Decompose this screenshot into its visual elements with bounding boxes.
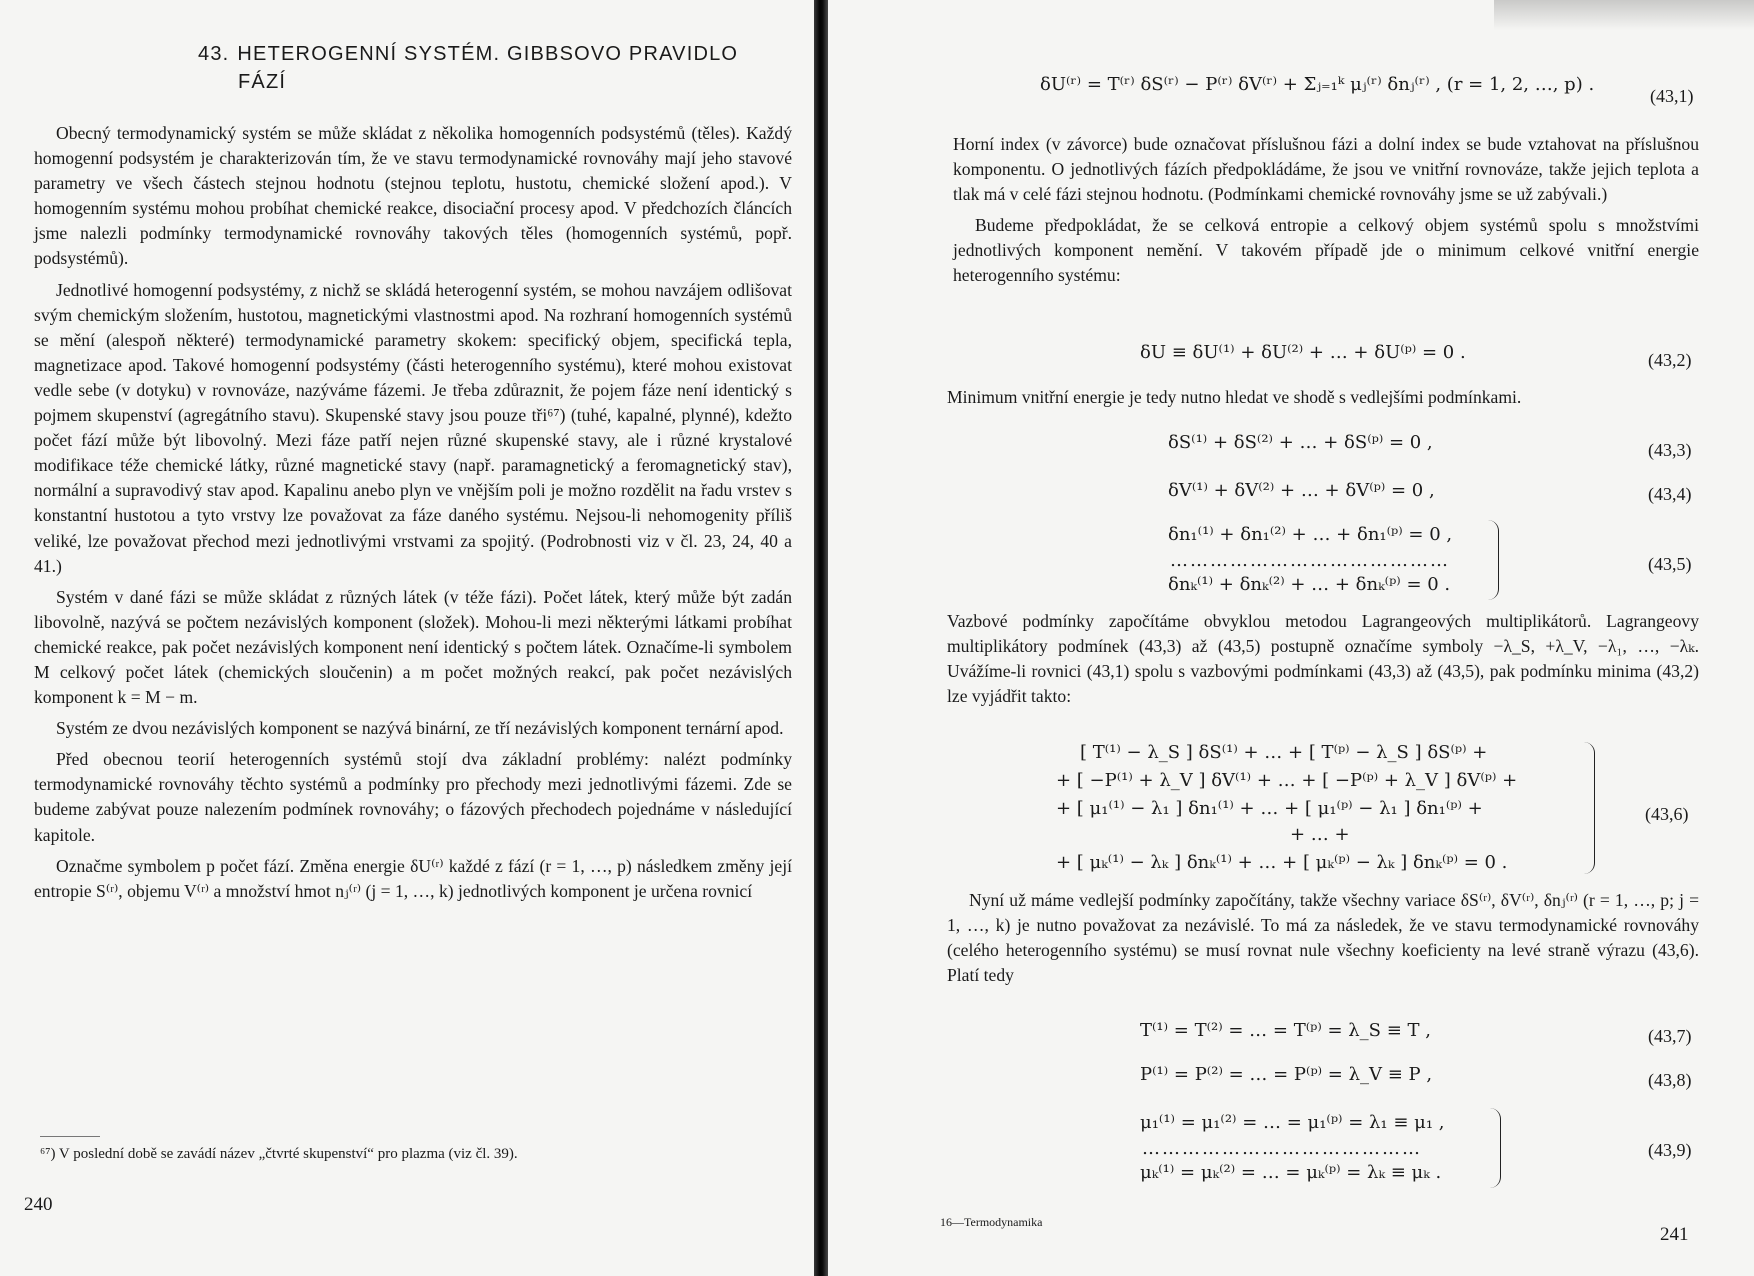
equation-43-6-line-2: + [ −P⁽¹⁾ + λ_V ] δV⁽¹⁾ + … + [ −P⁽ᵖ⁾ + λ_V ] δV⁽ᵖ⁾ + [1056, 770, 1518, 791]
paragraph-3: Systém v dané fázi se může skládat z různých látek (v téže fázi). Počet látek, který může být zadán libovolně, nazývá se počtem nezávislých komponent (složek). Mohou-li mezi některými látkami probíhat chemické reakce, pak počet nezávislých komponent není identický s počtem látek. Označíme-li symbolem M celkový počet látek (chemických sloučenin) a m počet možných reakcí, pak počet nezávislých komponent k = M − m. [34, 586, 792, 708]
equation-number-43-4: (43,4) [1648, 484, 1692, 504]
equation-number-43-5: (43,5) [1648, 554, 1692, 574]
equation-43-6-line-5: + [ μₖ⁽¹⁾ − λₖ ] δnₖ⁽¹⁾ + … + [ μₖ⁽ᵖ⁾ − λₖ ] δnₖ⁽ᵖ⁾ = 0 . [1056, 852, 1508, 873]
right-paragraph-4: Vazbové podmínky započítáme obvyklou metodou Lagrangeových multiplikátorů. Lagrangeovy multiplikátory podmínek (43,3) až (43,5) postupně označíme symboly −λ_S, +λ_V, −λ₁, …, −λₖ. Uvážíme-li rovnici (43,1) spolu s vazbovými podmínkami (43,3) až (43,5), pak podmínku minima (43,2) lze vyjádřit takto: [947, 611, 1699, 707]
equation-43-6-line-4: + … + [1290, 824, 1350, 845]
right-body-text-1 [953, 132, 1699, 295]
brace-43-6 [1584, 742, 1595, 874]
paragraph-5: Před obecnou teorií heterogenních systémů stojí dva základní problémy: nalézt podmínky termodynamické rovnováhy těchto systémů a podmínky pro přechody mezi jednotlivými fázemi. Zde se budeme zabývat pouze nalezením podmínek rovnováhy; o fázových přechodech pojednáme v následující kapitole. [34, 749, 792, 845]
brace-43-5 [1488, 520, 1499, 600]
equation-number-43-2: (43,2) [1648, 350, 1692, 370]
corner-shadow [1494, 0, 1754, 30]
equation-43-7: T⁽¹⁾ = T⁽²⁾ = … = T⁽ᵖ⁾ = λ_S ≡ T , [1140, 1020, 1431, 1041]
equation-43-5-last: δnₖ⁽¹⁾ + δnₖ⁽²⁾ + … + δnₖ⁽ᵖ⁾ = 0 . [1168, 574, 1451, 595]
equation-number-43-3: (43,3) [1648, 440, 1692, 460]
page-number-left: 240 [24, 1194, 53, 1215]
equation-43-9-first: μ₁⁽¹⁾ = μ₁⁽²⁾ = … = μ₁⁽ᵖ⁾ = λ₁ ≡ μ₁ , [1140, 1112, 1445, 1133]
section-heading [198, 40, 798, 96]
heading-line-1: HETEROGENNÍ SYSTÉM. GIBBSOVO PRAVIDLO [237, 43, 739, 65]
page-number-right: 241 [1660, 1224, 1689, 1245]
equation-43-8: P⁽¹⁾ = P⁽²⁾ = … = P⁽ᵖ⁾ = λ_V ≡ P , [1140, 1064, 1433, 1085]
footnote-rule [40, 1136, 100, 1137]
equation-43-2: δU ≡ δU⁽¹⁾ + δU⁽²⁾ + … + δU⁽ᵖ⁾ = 0 . [1140, 342, 1466, 363]
signature-mark: 16—Termodynamika [940, 1215, 1043, 1229]
right-body-text-2 [947, 385, 1699, 416]
equation-number-43-6: (43,6) [1645, 804, 1689, 824]
equation-43-6-line-3: + [ μ₁⁽¹⁾ − λ₁ ] δn₁⁽¹⁾ + … + [ μ₁⁽ᵖ⁾ − λ₁ ] δn₁⁽ᵖ⁾ + [1056, 798, 1483, 819]
right-body-text-3 [947, 609, 1699, 715]
paragraph-4: Systém ze dvou nezávislých komponent se nazývá binární, ze tří nezávislých komponent ternární apod. [56, 718, 784, 739]
footnote: ⁶⁷) V poslední době se zavádí název „čtvrté skupenství“ pro plazma (viz čl. 39). [40, 1146, 518, 1162]
heading-line-2: FÁZÍ [238, 71, 287, 93]
equation-43-9-dots: …………………………………… [1142, 1138, 1422, 1159]
right-paragraph-2: Budeme předpokládat, že se celková entropie a celkový objem systémů spolu s množstvími jednotlivých komponent nemění. V takovém případě jde o minimum celkové vnitřní energie heterogenního systému: [953, 215, 1699, 286]
equation-43-5-dots: …………………………………… [1170, 550, 1450, 571]
equation-43-6-line-1: [ T⁽¹⁾ − λ_S ] δS⁽¹⁾ + … + [ T⁽ᵖ⁾ − λ_S ] δS⁽ᵖ⁾ + [1080, 742, 1488, 763]
book-gutter [814, 0, 828, 1276]
equation-43-5-first: δn₁⁽¹⁾ + δn₁⁽²⁾ + … + δn₁⁽ᵖ⁾ = 0 , [1168, 524, 1453, 545]
right-paragraph-3: Minimum vnitřní energie je tedy nutno hledat ve shodě s vedlejšími podmínkami. [947, 387, 1522, 407]
right-paragraph-1: Horní index (v závorce) bude označovat příslušnou fázi a dolní index se bude vztahovat na příslušnou komponentu. O jednotlivých fázích předpokládáme, že jsou ve vnitřní rovnováze, takže jejich teplota a tlak má v celé fázi stejnou hodnotu. (Podmínkami chemické rovnováhy jsme se už zabývali.) [953, 134, 1699, 205]
left-body-text [34, 121, 792, 910]
right-paragraph-5: Nyní už máme vedlejší podmínky započítány, takže všechny variace δS⁽ʳ⁾, δV⁽ʳ⁾, δnⱼ⁽ʳ⁾ (r = 1, …, p; j = 1, …, k) je nutno považovat za nezávislé. To má za následek, že ve stavu termodynamické rovnováhy (celého heterogenního systému) se musí rovnat nule všechny koeficienty na levé straně výrazu (43,6). Platí tedy [947, 890, 1699, 986]
equation-43-9-last: μₖ⁽¹⁾ = μₖ⁽²⁾ = … = μₖ⁽ᵖ⁾ = λₖ ≡ μₖ . [1140, 1162, 1442, 1183]
equation-number-43-8: (43,8) [1648, 1070, 1692, 1090]
equation-43-3: δS⁽¹⁾ + δS⁽²⁾ + … + δS⁽ᵖ⁾ = 0 , [1168, 432, 1433, 453]
equation-43-4: δV⁽¹⁾ + δV⁽²⁾ + … + δV⁽ᵖ⁾ = 0 , [1168, 480, 1435, 501]
equation-number-43-7: (43,7) [1648, 1026, 1692, 1046]
paragraph-1: Obecný termodynamický systém se může skládat z několika homogenních podsystémů (těles). Každý homogenní podsystém je charakterizován tím, že ve stavu termodynamické rovnováhy mají jeho stavové parametry ve všech částech stejnou hodnotu (stejnou teplotu, hustotu, chemické složení apod.). V homogenním systému mohou probíhat chemické reakce, disociační procesy apod. V předchozích článcích jsme nalezli podmínky termodynamické rovnováhy takových těles (homogenních systémů, popř. podsystémů). [34, 123, 792, 269]
equation-number-43-1: (43,1) [1650, 86, 1694, 106]
section-number: 43. [198, 43, 230, 65]
equation-number-43-9: (43,9) [1648, 1140, 1692, 1160]
brace-43-9 [1490, 1108, 1501, 1188]
paragraph-6: Označme symbolem p počet fází. Změna energie δU⁽ʳ⁾ každé z fází (r = 1, …, p) následkem změny její entropie S⁽ʳ⁾, objemu V⁽ʳ⁾ a množství hmot nⱼ⁽ʳ⁾ (j = 1, …, k) jednotlivých komponent je určena rovnicí [34, 855, 792, 901]
left-page [0, 0, 818, 1276]
paragraph-2: Jednotlivé homogenní podsystémy, z nichž se skládá heterogenní systém, se mohou navzájem odlišovat svým chemickým složením, hustotou, magnetickými vlastnostmi apod. Na rozhraní homogenních systémů se mění (alespoň některé) termodynamické parametry skokem: specifický objem, specifická tepla, magnetizace apod. Takové homogenní podsystémy (části heterogenního systému), které mohou existovat vedle sebe (v dotyku) v rovnováze, nazýváme fázemi. Je třeba zdůraznit, že pojem fáze není identický s pojmem skupenství (agregátního stavu). Skupenské stavy jsou pouze tři⁶⁷) (tuhé, kapalné, plynné), kdežto počet fází může být libovolný. Mezi fáze patří nejen různé skupenské stavy, ale i různé krystalové modifikace téže chemické látky, různé magnetické stavy (např. paramagnetický a feromagnetický stav), normální a supravodivý stav apod. Kapalinu anebo plyn ve vnějším poli je možno rozdělit na řadu vrstev s konstantní hustotou a tyto vrstvy lze považovat za fáze daného systému. Nejsou-li nehomogenity příliš veliké, lze považovat přechod mezi jednotlivými vrstvami za spojitý. (Podrobnosti viz v čl. 23, 24, 40 a 41.) [34, 279, 792, 576]
equation-43-1: δU⁽ʳ⁾ = T⁽ʳ⁾ δS⁽ʳ⁾ − P⁽ʳ⁾ δV⁽ʳ⁾ + Σⱼ₌₁ᵏ μⱼ⁽ʳ⁾ δnⱼ⁽ʳ⁾ , (r = 1, 2, …, p) . [1040, 74, 1595, 95]
right-body-text-4 [947, 888, 1699, 994]
